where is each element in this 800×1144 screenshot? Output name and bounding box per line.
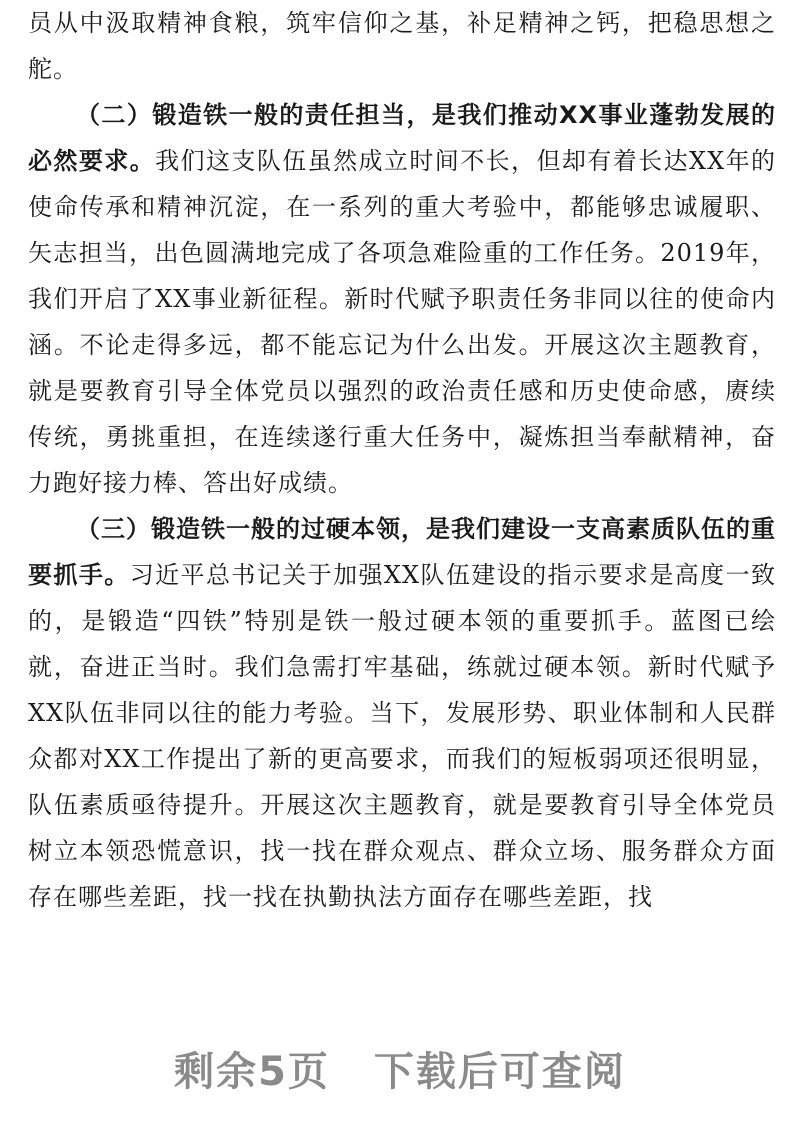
paragraph-text: 员从中汲取精神食粮，筑牢信仰之基，补足精神之钙，把稳思想之舵。 [28,9,776,83]
section-three-heading: （三）锻造铁一般的过硬本领，是我们建设一支高素质队伍的重要抓手。 [28,515,776,589]
paragraph-continuation [28,0,776,92]
section-two-body: 我们这支队伍虽然成立时间不长，但却有着长达XX年的使命传承和精神沉淀，在一系列的重大考验中，都能够忠诚履职、矢志担当，出色圆满地完成了各项急难险重的工作任务。2019年，我们开启了XX事业新征程。新时代赋予职责任务非同以往的使命内涵。不论走得多远，都不能忘记为什么出发。开展这次主题教育，就是要教育引导全体党员以强烈的政治责任感和历史使命感，赓续传统，勇挑重担，在连续遂行重大任务中，凝炼担当奉献精神，奋力跑好接力棒、答出好成绩。 [28,147,777,497]
document-page [28,0,776,920]
section-two-paragraph [28,92,776,506]
download-to-view-label: 下载后可查阅 [373,1049,626,1095]
section-two-heading: （二）锻造铁一般的责任担当，是我们推动XX事业蓬勃发展的必然要求。 [28,101,776,175]
download-notice[interactable] [0,1040,800,1097]
section-three-body: 习近平总书记关于加强XX队伍建设的指示要求是高度一致的，是锻造“四铁”特别是铁一般过硬本领的重要抓手。蓝图已绘就，奋进正当时。我们急需打牢基础，练就过硬本领。新时代赋予XX队伍非同以往的能力考验。当下，发展形势、职业体制和人民群众都对XX工作提出了新的更高要求，而我们的短板弱项还很明显，队伍素质亟待提升。开展这次主题教育，就是要教育引导全体党员树立本领恐慌意识，找一找在群众观点、群众立场、服务群众方面存在哪些差距，找一找在执勤执法方面存在哪些差距，找 [28,561,777,911]
section-three-paragraph [28,506,776,920]
remaining-pages-label: 剩余5页 [174,1049,330,1095]
